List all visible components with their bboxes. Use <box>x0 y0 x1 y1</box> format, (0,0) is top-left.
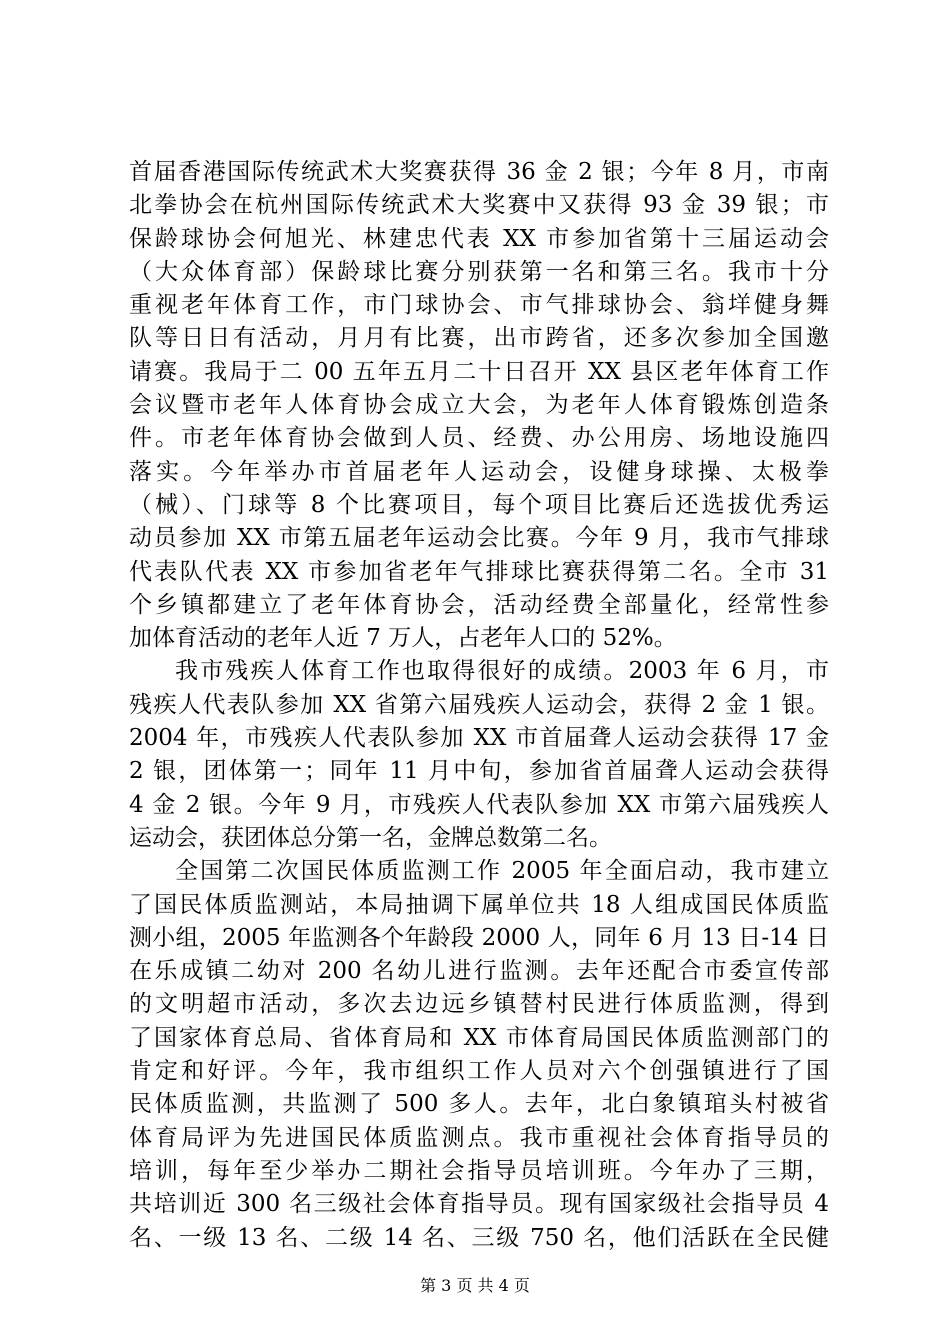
page-number-footer: 第 3 页 共 4 页 <box>420 1276 530 1295</box>
text-line: 在乐成镇二幼对 200 名幼儿进行监测。去年还配合市委宣传部 <box>129 958 829 985</box>
text-line: 培训，每年至少举办二期社会指导员培训班。今年办了三期， <box>129 1157 829 1184</box>
text-line: 动员参加 XX 市第五届老年运动会比赛。今年 9 月，我市气排球 <box>129 525 829 552</box>
text-line: 保龄球协会何旭光、林建忠代表 XX 市参加省第十三届运动会 <box>129 225 829 252</box>
text-line: 了国民体质监测站，本局抽调下属单位共 18 人组成国民体质监 <box>129 891 829 918</box>
text-line: 重视老年体育工作，市门球协会、市气排球协会、翁垟健身舞 <box>129 292 829 319</box>
text-line: 件。市老年体育协会做到人员、经费、办公用房、场地设施四 <box>129 425 829 452</box>
text-line: 名、一级 13 名、二级 14 名、三级 750 名，他们活跃在全民健 <box>129 1224 829 1251</box>
document-body <box>129 156 829 1255</box>
text-line: 落实。今年举办市首届老年人运动会，设健身球操、太极拳 <box>129 458 829 485</box>
paragraph-end-line: 加体育活动的老年人近 7 万人，占老年人口的 52%。 <box>129 625 677 652</box>
text-line: 的文明超市活动，多次去边远乡镇替村民进行体质监测，得到 <box>129 991 829 1018</box>
text-line: 北拳协会在杭州国际传统武术大奖赛中又获得 93 金 39 银；市 <box>129 192 829 219</box>
text-line: 会议暨市老年人体育协会成立大会，为老年人体育锻炼创造条 <box>129 392 829 419</box>
text-line: 肯定和好评。今年，我市组织工作人员对六个创强镇进行了国 <box>129 1058 829 1085</box>
text-line: 队等日日有活动，月月有比赛，出市跨省，还多次参加全国邀 <box>129 325 829 352</box>
text-line: 了国家体育总局、省体育局和 XX 市体育局国民体质监测部门的 <box>129 1024 829 1051</box>
text-line: 民体质监测，共监测了 500 多人。去年，北白象镇琯头村被省 <box>129 1091 829 1118</box>
text-line: 首届香港国际传统武术大奖赛获得 36 金 2 银；今年 8 月，市南 <box>129 159 829 185</box>
text-line: 请赛。我局于二 00 五年五月二十日召开 XX 县区老年体育工作 <box>129 358 829 385</box>
text-line: 代表队代表 XX 市参加省老年气排球比赛获得第二名。全市 31 <box>129 558 829 585</box>
paragraph-end-line: 运动会，获团体总分第一名，金牌总数第二名。 <box>129 824 612 851</box>
text-line: 2004 年，市残疾人代表队参加 XX 市首届聋人运动会获得 17 金 <box>129 725 829 752</box>
text-line: （械）、门球等 8 个比赛项目，每个项目比赛后还选拔优秀运 <box>129 491 829 518</box>
text-line: 残疾人代表队参加 XX 省第六届残疾人运动会，获得 2 金 1 银。 <box>129 691 829 718</box>
text-line: 共培训近 300 名三级社会体育指导员。现有国家级社会指导员 4 <box>129 1191 829 1218</box>
text-line: 4 金 2 银。今年 9 月，市残疾人代表队参加 XX 市第六届残疾人 <box>129 791 829 818</box>
paragraph-first-line: 我市残疾人体育工作也取得很好的成绩。2003 年 6 月，市 <box>175 658 829 685</box>
text-line: 体育局评为先进国民体质监测点。我市重视社会体育指导员的 <box>129 1124 829 1151</box>
text-line: 2 银，团体第一；同年 11 月中旬，参加省首届聋人运动会获得 <box>129 758 829 785</box>
paragraph-first-line: 全国第二次国民体质监测工作 2005 年全面启动，我市建立 <box>175 858 829 885</box>
text-line: （大众体育部）保龄球比赛分别获第一名和第三名。我市十分 <box>129 258 829 285</box>
text-line: 个乡镇都建立了老年体育协会，活动经费全部量化，经常性参 <box>129 591 829 618</box>
text-line: 测小组，2005 年监测各个年龄段 2000 人，同年 6 月 13 日-14 日 <box>129 924 829 951</box>
